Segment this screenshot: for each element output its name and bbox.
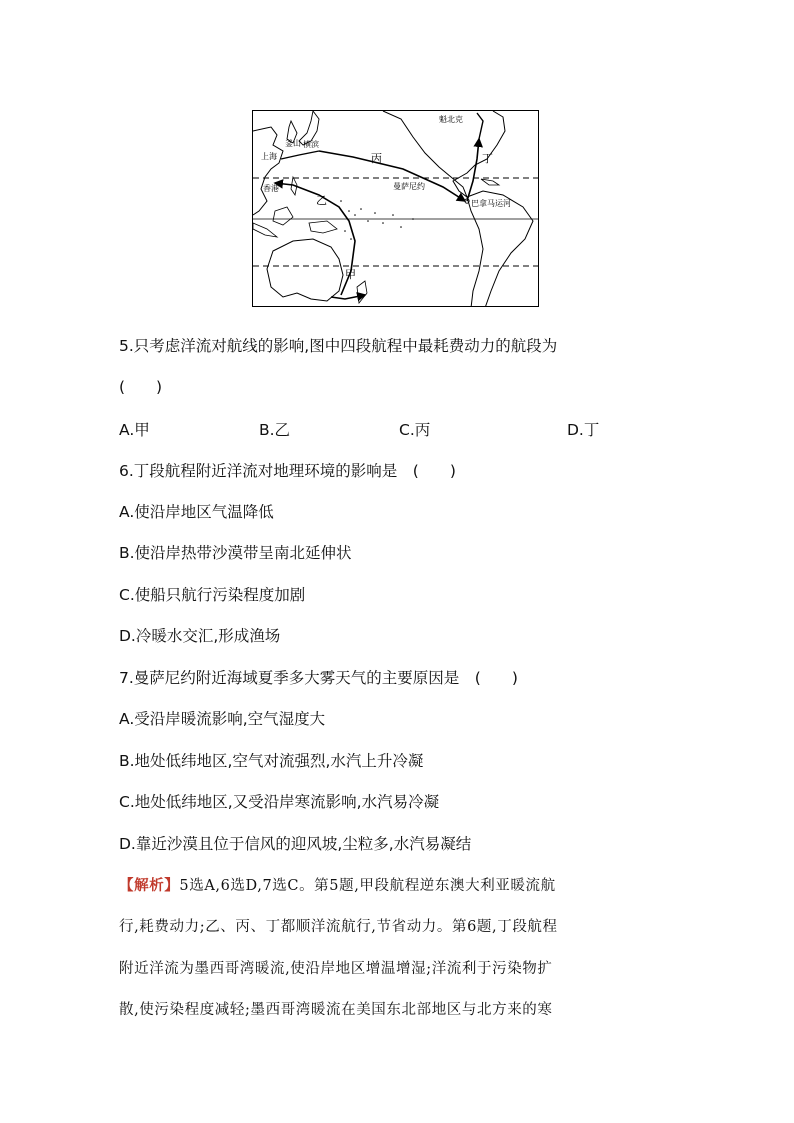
label-route-ding: 丁	[482, 152, 493, 165]
q7-stem: 7.曼萨尼约附近海域夏季多大雾天气的主要原因是 ( )	[119, 669, 518, 687]
route-yi-line	[275, 183, 355, 295]
q6-option-c: C.使船只航行污染程度加剧	[119, 586, 306, 604]
label-busan: 釜山	[285, 139, 301, 148]
route-ding-ext	[477, 113, 483, 139]
label-yokohama: 横滨	[303, 140, 319, 149]
q5-option-b: B.乙	[259, 421, 291, 439]
label-route-bing: 丙	[371, 152, 382, 165]
south-america-west	[467, 197, 483, 307]
label-quebec: 魁北克	[439, 115, 463, 124]
australia-coast	[267, 239, 343, 301]
analysis-line-4: 散,使污染程度减轻;墨西哥湾暖流在美国东北部地区与北方来的寒	[119, 1002, 553, 1018]
label-route-jia: 甲	[345, 268, 356, 281]
sumatra	[253, 223, 277, 237]
caribbean-islands	[481, 179, 499, 185]
route-map	[252, 110, 539, 307]
analysis-text-1: 5选A,6选D,7选C。第5题,甲段航程逆东澳大利亚暖流航	[179, 878, 556, 894]
q5-stem: 5.只考虑洋流对航线的影响,图中四段航程中最耗费动力的航段为	[119, 337, 558, 355]
new-zealand	[357, 281, 367, 303]
pacific-islands	[340, 200, 414, 240]
new-guinea	[309, 221, 337, 233]
q6-option-b: B.使沿岸热带沙漠带呈南北延伸状	[119, 544, 352, 562]
route-ding-line	[467, 139, 479, 201]
label-panama-canal: 巴拿马运河	[471, 199, 511, 208]
q6-option-d: D.冷暖水交汇,形成渔场	[119, 627, 281, 645]
q7-option-b: B.地处低纬地区,空气对流强烈,水汽上升冷凝	[119, 752, 424, 770]
label-hongkong: 香港	[263, 184, 279, 193]
label-route-yi: 乙	[316, 194, 327, 207]
q7-option-a: A.受沿岸暖流影响,空气湿度大	[119, 710, 326, 728]
analysis-line-3: 附近洋流为墨西哥湾暖流,使沿岸地区增温增湿;洋流利于污染物扩	[119, 961, 553, 977]
q7-option-d: D.靠近沙漠且位于信风的迎风坡,尘粒多,水汽易凝结	[119, 835, 472, 853]
asia-coastline	[253, 127, 283, 215]
q5-option-c: C.丙	[399, 421, 431, 439]
analysis-tag: 【解析】	[119, 878, 180, 894]
q6-stem: 6.丁段航程附近洋流对地理环境的影响是 ( )	[119, 462, 456, 480]
analysis-line-1	[119, 876, 556, 896]
route-jia-line	[331, 295, 365, 299]
borneo	[273, 207, 293, 225]
route-shanghai-line	[281, 151, 319, 159]
q5-option-d: D.丁	[567, 421, 600, 439]
q7-option-c: C.地处低纬地区,又受沿岸寒流影响,水汽易冷凝	[119, 793, 440, 811]
q5-option-a: A.甲	[119, 421, 150, 439]
label-shanghai: 上海	[261, 152, 277, 161]
q6-option-a: A.使沿岸地区气温降低	[119, 503, 274, 521]
label-manzanillo: 曼萨尼约	[393, 182, 425, 191]
south-america-coast	[467, 191, 533, 307]
analysis-line-2: 行,耗费动力;乙、丙、丁都顺洋流航行,节省动力。第6题,丁段航程	[119, 919, 558, 935]
route-bing-line	[319, 151, 465, 201]
q5-paren: ( )	[119, 378, 163, 396]
